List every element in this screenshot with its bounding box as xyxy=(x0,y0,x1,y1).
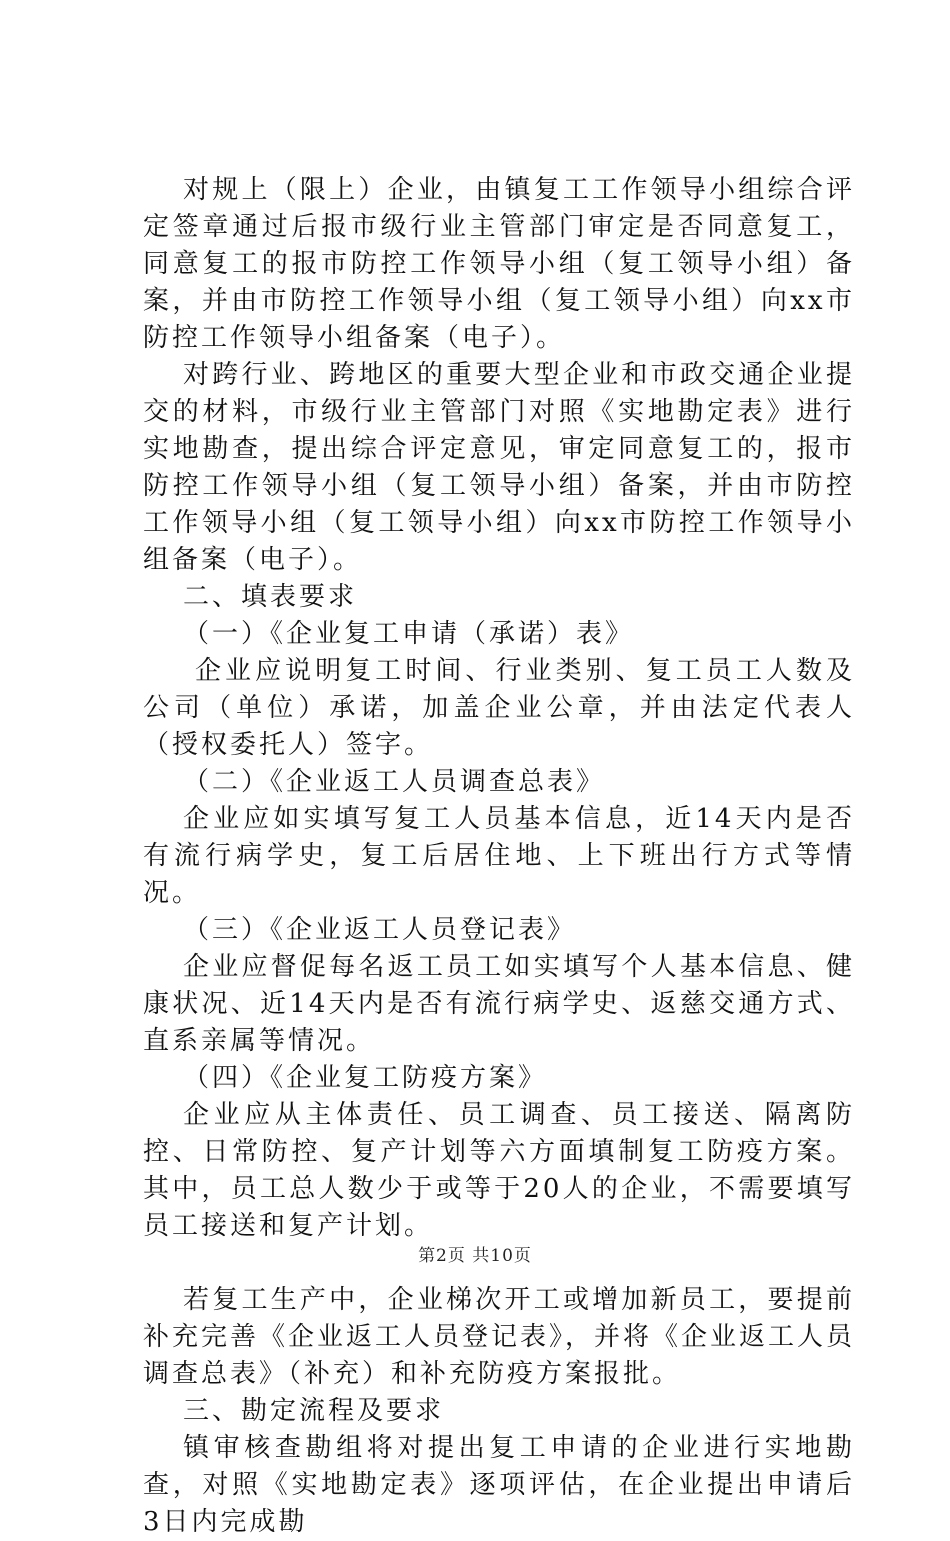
paragraph-supplement: 若复工生产中，企业梯次开工或增加新员工，要提前补充完善《企业返工人员登记表》，并将《企业返工人员调查总表》（补充）和补充防疫方案报批。 xyxy=(143,1285,856,1389)
paragraph-inspection-desc: 镇审核查勘组将对提出复工申请的企业进行实地勘查，对照《实地勘定表》逐项评估，在企业提出申请后3日内完成勘 xyxy=(143,1433,855,1537)
paragraph-approval-large-enterprises: 对规上（限上）企业，由镇复工工作领导小组综合评定签章通过后报市级行业主管部门审定是否同意复工，同意复工的报市防控工作领导小组（复工领导小组）备案，并由市防控工作领导小组（复工领导小组）向xx市防控工作领导小组备案（电子）。 xyxy=(143,175,855,353)
paragraph-form-1-desc: 企业应说明复工时间、行业类别、复工员工人数及公司（单位）承诺，加盖企业公章，并由法定代表人（授权委托人）签字。 xyxy=(143,656,855,760)
subheading-form-3: （三）《企业返工人员登记表》 xyxy=(183,915,577,945)
paragraph-form-2-desc: 企业应如实填写复工人员基本信息，近14天内是否有流行病学史，复工后居住地、上下班出行方式等情况。 xyxy=(143,804,855,908)
paragraph-form-4-desc: 企业应从主体责任、员工调查、员工接送、隔离防控、日常防控、复产计划等六方面填制复工防疫方案。其中，员工总人数少于或等于20人的企业，不需要填写员工接送和复产计划。 xyxy=(143,1100,855,1241)
subheading-form-2: （二）《企业返工人员调查总表》 xyxy=(183,767,606,797)
document-body xyxy=(143,172,855,1541)
section-heading-form-requirements: 二、填表要求 xyxy=(183,582,358,612)
subheading-form-1: （一）《企业复工申请（承诺）表》 xyxy=(183,619,635,649)
page-footer: 第2页 共10页 xyxy=(418,1246,532,1266)
paragraph-cross-industry-enterprises: 对跨行业、跨地区的重要大型企业和市政交通企业提交的材料，市级行业主管部门对照《实地勘定表》进行实地勘查，提出综合评定意见，审定同意复工的，报市防控工作领导小组（复工领导小组）备案，并由市防控工作领导小组（复工领导小组）向xx市防控工作领导小组备案（电子）。 xyxy=(143,360,855,575)
subheading-form-4: （四）《企业复工防疫方案》 xyxy=(183,1063,548,1093)
section-heading-inspection-process: 三、勘定流程及要求 xyxy=(183,1396,445,1426)
paragraph-form-3-desc: 企业应督促每名返工员工如实填写个人基本信息、健康状况、近14天内是否有流行病学史、返慈交通方式、直系亲属等情况。 xyxy=(143,952,855,1056)
